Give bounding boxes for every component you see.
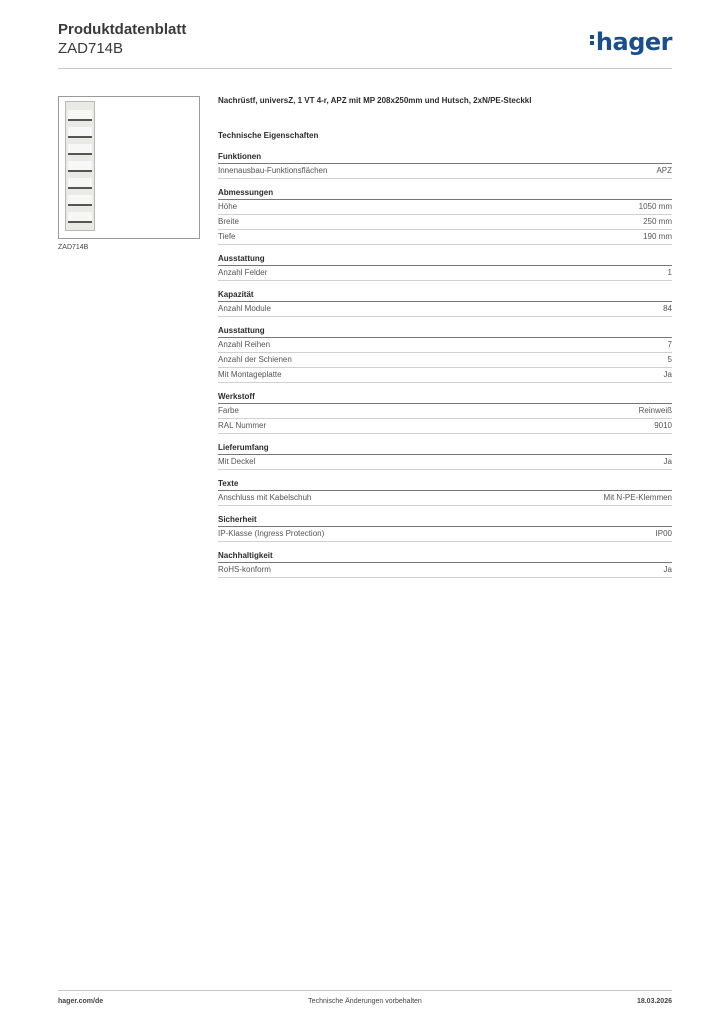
property-value: 9010 xyxy=(654,421,672,430)
property-row xyxy=(218,164,672,179)
property-row xyxy=(218,353,672,368)
product-code: ZAD714B xyxy=(58,40,124,57)
property-section xyxy=(218,152,672,179)
page-footer xyxy=(58,998,672,1010)
section-title: Lieferumfang xyxy=(218,443,672,455)
property-label: RoHS-konform xyxy=(218,565,271,574)
footer-date: 18.03.2026 xyxy=(636,998,672,1005)
property-row xyxy=(218,404,672,419)
property-label: Anzahl Reihen xyxy=(218,340,271,349)
section-title: Ausstattung xyxy=(218,326,672,338)
property-label: Tiefe xyxy=(218,232,236,241)
section-title: Texte xyxy=(218,479,672,491)
property-row xyxy=(218,563,672,578)
property-row xyxy=(218,215,672,230)
property-row xyxy=(218,302,672,317)
property-section xyxy=(218,443,672,470)
product-details xyxy=(218,96,672,587)
property-value: Reinweiß xyxy=(638,406,672,415)
property-label: Anzahl Felder xyxy=(218,268,268,277)
property-value: 5 xyxy=(667,355,672,364)
property-row xyxy=(218,455,672,470)
section-title: Ausstattung xyxy=(218,254,672,266)
section-title: Nachhaltigkeit xyxy=(218,551,672,563)
property-row xyxy=(218,368,672,383)
header-divider xyxy=(58,68,672,69)
property-section xyxy=(218,326,672,383)
footer-notice: Technische Änderungen vorbehalten xyxy=(308,998,422,1005)
property-row xyxy=(218,200,672,215)
property-label: Breite xyxy=(218,217,239,226)
section-title: Kapazität xyxy=(218,290,672,302)
tech-properties-heading: Technische Eigenschaften xyxy=(218,131,319,140)
section-title: Abmessungen xyxy=(218,188,672,200)
property-row xyxy=(218,527,672,542)
property-value: 1 xyxy=(667,268,672,277)
property-value: 84 xyxy=(663,304,672,313)
footer-divider xyxy=(58,990,672,991)
property-value: Ja xyxy=(663,565,672,574)
document-title: Produktdatenblatt xyxy=(58,21,187,38)
property-value: IP00 xyxy=(655,529,672,538)
section-title: Sicherheit xyxy=(218,515,672,527)
property-label: IP-Klasse (Ingress Protection) xyxy=(218,529,325,538)
property-value: APZ xyxy=(656,166,672,175)
section-title: Werkstoff xyxy=(218,392,672,404)
property-row xyxy=(218,338,672,353)
property-section xyxy=(218,254,672,281)
property-label: Anzahl Module xyxy=(218,304,271,313)
logo-dots-icon xyxy=(590,33,594,47)
property-sections xyxy=(218,152,672,578)
property-label: Anschluss mit Kabelschuh xyxy=(218,493,312,502)
property-section xyxy=(218,290,672,317)
section-title: Funktionen xyxy=(218,152,672,164)
property-label: Mit Deckel xyxy=(218,457,256,466)
property-value: 1050 mm xyxy=(638,202,672,211)
property-label: RAL Nummer xyxy=(218,421,267,430)
footer-website: hager.com/de xyxy=(58,998,104,1005)
property-section xyxy=(218,479,672,506)
property-value: Ja xyxy=(663,457,672,466)
property-label: Mit Montageplatte xyxy=(218,370,282,379)
logo-text: hager xyxy=(595,28,672,56)
image-caption: ZAD714B xyxy=(58,244,89,251)
hager-logo xyxy=(590,28,672,56)
property-value: 7 xyxy=(667,340,672,349)
property-section xyxy=(218,392,672,434)
property-value: Mit N-PE-Klemmen xyxy=(603,493,672,502)
property-label: Anzahl der Schienen xyxy=(218,355,292,364)
distribution-cabinet-image xyxy=(65,101,95,231)
product-name: Nachrüstf, universZ, 1 VT 4-r, APZ mit MP 208x250mm und Hutsch, 2xN/PE-Steckkl xyxy=(218,96,532,105)
property-label: Farbe xyxy=(218,406,239,415)
property-label: Höhe xyxy=(218,202,238,211)
property-section xyxy=(218,551,672,578)
property-value: 190 mm xyxy=(643,232,672,241)
property-row xyxy=(218,491,672,506)
page-header xyxy=(58,20,672,68)
product-image-frame xyxy=(58,96,200,239)
property-value: Ja xyxy=(663,370,672,379)
property-label: Innenausbau-Funktionsflächen xyxy=(218,166,328,175)
property-value: 250 mm xyxy=(643,217,672,226)
property-section xyxy=(218,515,672,542)
property-row xyxy=(218,419,672,434)
property-section xyxy=(218,188,672,245)
property-row xyxy=(218,266,672,281)
property-row xyxy=(218,230,672,245)
